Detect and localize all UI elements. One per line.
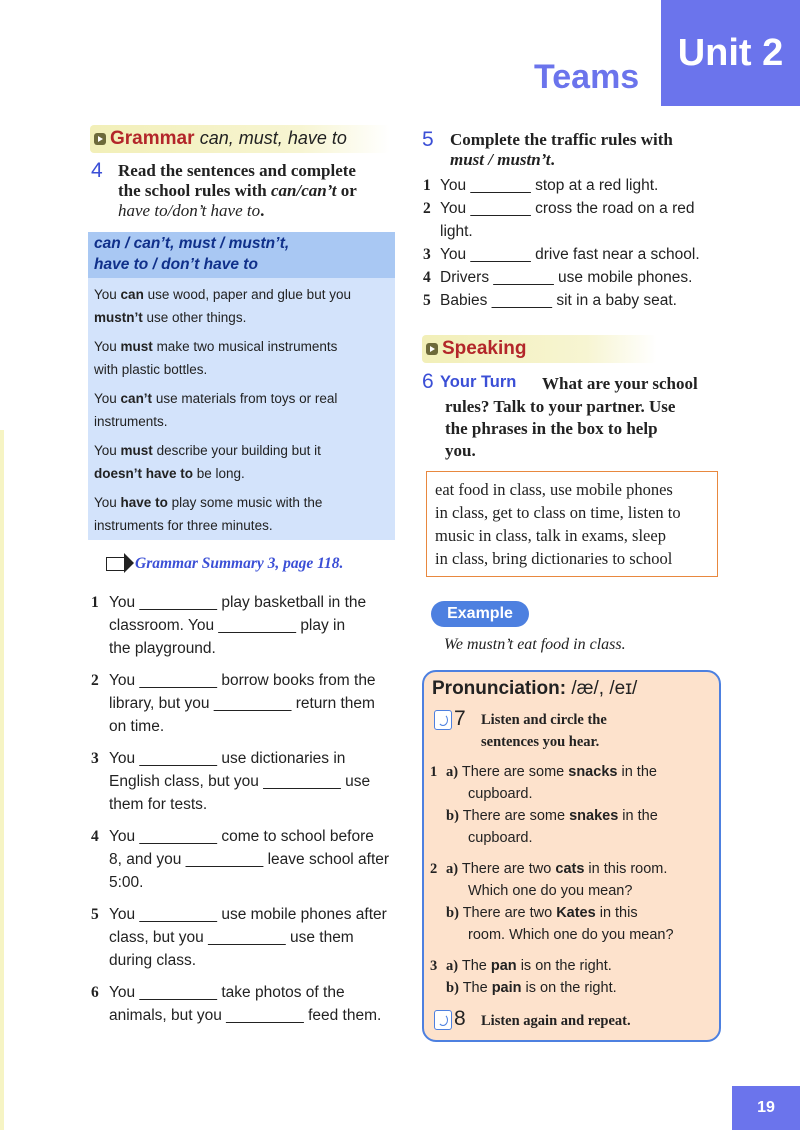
play-icon: [426, 343, 438, 355]
list-item: 3 You _______ drive fast near a school.: [423, 246, 700, 263]
audio-cd-icon[interactable]: [434, 710, 452, 730]
exercise-5-instructions: Complete the traffic rules with: [450, 130, 673, 149]
arrow-head-icon: [124, 553, 134, 573]
option-a[interactable]: a) The pan is on the right.: [446, 958, 612, 974]
grammar-sentence: You can’t use materials from toys or real: [94, 391, 338, 406]
exercise-8-instructions: Listen again and repeat.: [481, 1013, 631, 1029]
grammar-sentence: mustn’t use other things.: [94, 310, 247, 325]
phrase-line: music in class, talk in exams, sleep: [435, 526, 666, 545]
speaking-banner: [422, 335, 657, 363]
list-item: 1 You _________ play basketball in the classroom. You _________ play in the playground.: [91, 594, 367, 657]
pronunciation-box: [422, 670, 721, 1042]
page-number: 19: [732, 1086, 800, 1130]
unit-tab: Unit 2: [661, 0, 800, 106]
arrow-right-icon: [106, 557, 125, 571]
grammar-sentence: You have to play some music with the: [94, 495, 323, 510]
exercise-6-instructions: What are your school: [542, 374, 698, 393]
list-item: 2 You _________ borrow books from the library, but you _________ return them on time.: [91, 672, 376, 735]
grammar-heading: Grammar can, must, have to: [110, 128, 347, 149]
exercise-6-instructions-cont: rules? Talk to your partner. Use the phrases in the box to help you.: [445, 397, 676, 460]
sentence-set-1: 1: [430, 764, 438, 780]
grammar-summary-link[interactable]: Grammar Summary 3, page 118.: [135, 555, 344, 572]
audio-cd-icon[interactable]: [434, 1010, 452, 1030]
example-text: We mustn’t eat food in class.: [444, 636, 626, 653]
exercise-4-instructions: Read the sentences and complete the school rules with can/can’t or have to/don’t have to.: [118, 161, 357, 220]
page-title: Teams: [534, 58, 640, 96]
list-item: 4 Drivers _______ use mobile phones.: [423, 269, 693, 286]
play-icon: [94, 133, 106, 145]
grammar-sentence: You must describe your building but it: [94, 443, 321, 458]
option-b[interactable]: b) There are some snakes in the cupboard.: [446, 808, 658, 846]
phrase-box: [426, 471, 718, 577]
exercise-7-number: 7: [454, 707, 466, 730]
list-item: 1 You _______ stop at a red light.: [423, 177, 659, 194]
grammar-sentence: You must make two musical instruments: [94, 339, 338, 354]
grammar-sentence: instruments.: [94, 414, 168, 429]
sentence-set-2: 2: [430, 861, 438, 877]
grammar-subheading: can, must, have to: [199, 128, 347, 148]
grammar-banner: [90, 125, 390, 153]
list-item-continued: light.: [440, 223, 473, 240]
example-label: Example: [431, 601, 529, 627]
exercise-4-number: 4: [91, 159, 103, 182]
speaking-heading: Speaking: [442, 338, 527, 359]
phrase-line: in class, bring dictionaries to school: [435, 549, 673, 568]
list-item: 6 You _________ take photos of the animals, but you _________ feed them.: [91, 984, 382, 1024]
option-b[interactable]: b) There are two Kates in this room. Which one do you mean?: [446, 905, 674, 943]
list-item: 5 Babies _______ sit in a baby seat.: [423, 292, 677, 309]
grammar-sentence: You can use wood, paper and glue but you: [94, 287, 351, 302]
exercise-6-number: 6: [422, 370, 434, 393]
your-turn-label: Your Turn: [440, 373, 517, 391]
phrase-line: eat food in class, use mobile phones: [435, 480, 673, 499]
grammar-sentence: doesn’t have to be long.: [94, 466, 245, 481]
list-item: 4 You _________ come to school before 8, and you _________ leave school after 5:00.: [91, 828, 390, 891]
option-b[interactable]: b) The pain is on the right.: [446, 980, 617, 996]
list-item: 2 You _______ cross the road on a red: [423, 200, 695, 217]
grammar-box: [88, 232, 395, 540]
grammar-box-header: can / can’t, must / mustn’t, have to / don’t have to: [88, 232, 395, 278]
phrase-line: in class, get to class on time, listen to: [435, 503, 681, 522]
grammar-sentence: instruments for three minutes.: [94, 518, 273, 533]
list-item: 3 You _________ use dictionaries in English class, but you _________ use them for tests.: [91, 750, 371, 813]
pronunciation-title: Pronunciation: /æ/, /eɪ/: [432, 678, 638, 699]
option-a[interactable]: a) There are two cats in this room. Which one do you mean?: [446, 861, 668, 899]
list-item: 5 You _________ use mobile phones after class, but you _________ use them during class.: [91, 906, 387, 969]
exercise-5-instructions-line2: must / mustn’t.: [450, 150, 555, 169]
grammar-sentence: with plastic bottles.: [94, 362, 208, 377]
exercise-8-number: 8: [454, 1007, 466, 1030]
exercise-7-instructions: Listen and circle the sentences you hear.: [481, 712, 607, 750]
sentence-set-3: 3: [430, 958, 438, 974]
exercise-5-number: 5: [422, 128, 434, 151]
page-edge-strip: [0, 430, 4, 1130]
option-a[interactable]: a) There are some snacks in the cupboard.: [446, 764, 657, 802]
